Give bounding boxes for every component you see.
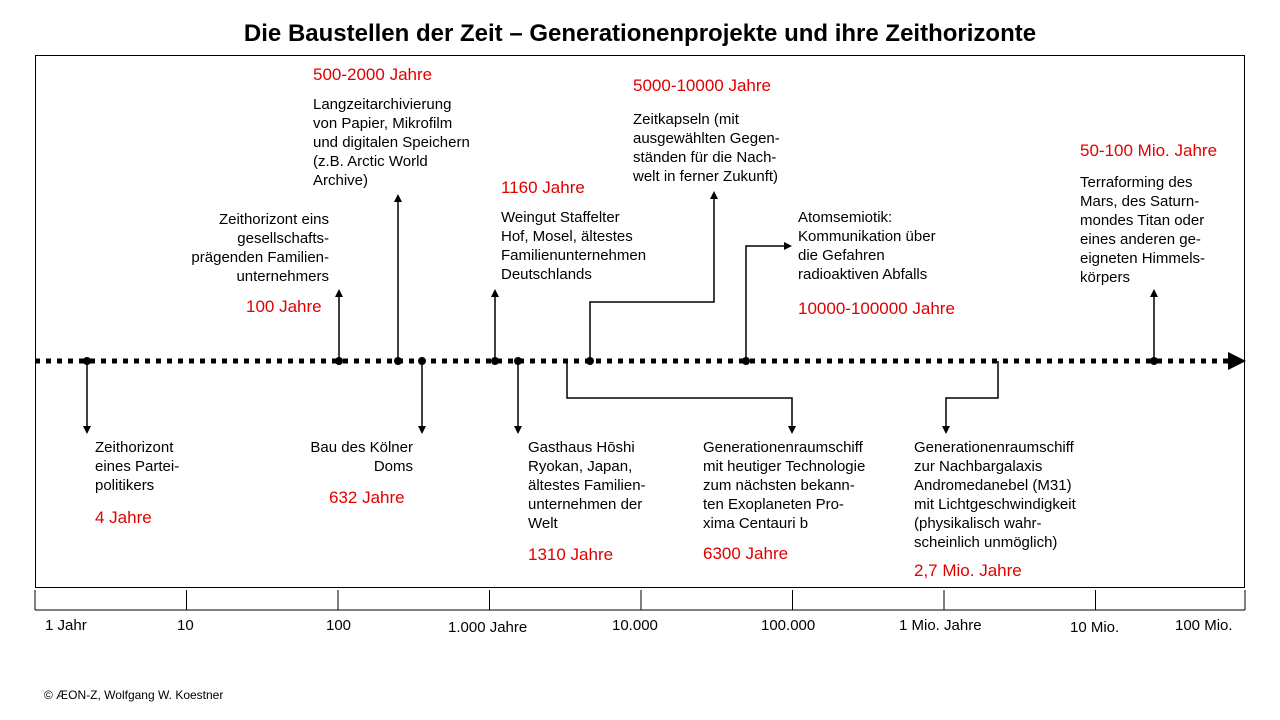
event-dot-4-jahre <box>83 357 91 365</box>
project-text-100-jahre <box>191 210 329 286</box>
project-text-1160-jahre <box>501 208 646 284</box>
event-dot-1310-jahre <box>514 357 522 365</box>
scale-label-1-jahr: 1 Jahr <box>45 617 87 634</box>
text-line: eines Partei- <box>95 458 180 475</box>
text-line: körpers <box>1080 269 1131 286</box>
text-line: Gasthaus Hōshi <box>528 439 635 456</box>
text-line: Archive) <box>313 172 369 189</box>
connector-2-7-mio-jahre <box>946 361 998 430</box>
project-years-4-jahre: 4 Jahre <box>95 508 152 527</box>
diagram-title: Die Baustellen der Zeit – Generationenprojekte und ihre Zeithorizonte <box>243 20 1037 47</box>
text-line: Generationenraumschiff <box>914 439 1074 456</box>
text-line: ausgewählten Gegen- <box>633 130 780 147</box>
project-years-5000-10000-jahre: 5000-10000 Jahre <box>633 76 772 95</box>
scale-label-100-mio: 100 Mio. <box>1175 617 1233 634</box>
text-line: die Gefahren <box>798 247 885 264</box>
project-text-500-2000-jahre <box>313 95 470 190</box>
project-years-500-2000-jahre: 500-2000 Jahre <box>313 65 433 84</box>
text-line: Welt <box>528 515 558 532</box>
time-axis-arrowhead <box>1228 352 1246 370</box>
text-line: Atomsemiotik: <box>798 209 893 226</box>
scale-label-100000: 100.000 <box>761 617 816 634</box>
connector-10000-100000-jahre <box>746 246 788 361</box>
text-line: von Papier, Mikrofilm <box>313 115 453 132</box>
event-dot-10000-100000-jahre <box>742 357 750 365</box>
text-line: Ryokan, Japan, <box>528 458 633 475</box>
project-years-10000-100000-jahre: 10000-100000 Jahre <box>798 299 955 318</box>
text-line: (physikalisch wahr- <box>914 515 1042 532</box>
text-line: ten Exoplaneten Pro- <box>703 496 844 513</box>
text-line: mit heutiger Technologie <box>703 458 866 475</box>
text-line: Bau des Kölner <box>310 439 413 456</box>
scale-label-1-mio-jahre: 1 Mio. Jahre <box>899 617 982 634</box>
text-line: Zeithorizont eins <box>218 211 329 228</box>
project-years-100-jahre: 100 Jahre <box>246 297 322 316</box>
text-line: prägenden Familien- <box>191 249 329 266</box>
event-dot-100-jahre <box>335 357 343 365</box>
text-line: Deutschlands <box>501 266 592 283</box>
project-years-50-100-mio-jahre: 50-100 Mio. Jahre <box>1080 141 1218 160</box>
project-text-5000-10000-jahre <box>633 110 780 186</box>
text-line: ältestes Familien- <box>528 477 646 494</box>
text-line: eines anderen ge- <box>1080 231 1201 248</box>
project-text-2-7-mio-jahre <box>914 438 1076 552</box>
text-line: Langzeitarchivierung <box>313 96 452 113</box>
text-line: Generationenraumschiff <box>703 439 863 456</box>
scale-label-10-mio: 10 Mio. <box>1070 619 1120 636</box>
event-dot-1160-jahre <box>491 357 499 365</box>
project-years-6300-jahre: 6300 Jahre <box>703 544 789 563</box>
project-text-4-jahre <box>95 438 179 495</box>
text-line: xima Centauri b <box>703 515 809 532</box>
scale-label-10000: 10.000 <box>612 617 658 634</box>
text-line: ständen für die Nach- <box>633 149 777 166</box>
text-line: welt in ferner Zukunft) <box>633 168 779 185</box>
text-line: unternehmers <box>236 268 329 285</box>
text-line: scheinlich unmöglich) <box>914 534 1058 551</box>
copyright-note: © ÆON-Z, Wolfgang W. Koestner <box>44 688 224 702</box>
project-text-50-100-mio-jahre <box>1080 173 1205 287</box>
event-dot-500-2000-jahre <box>394 357 402 365</box>
text-line: Zeithorizont <box>95 439 174 456</box>
text-line: Kommunikation über <box>798 228 936 245</box>
text-line: mit Lichtgeschwindigkeit <box>914 496 1076 513</box>
text-line: Doms <box>373 458 413 475</box>
text-line: und digitalen Speichern <box>313 134 470 151</box>
text-line: radioaktiven Abfalls <box>798 266 928 283</box>
project-years-2-7-mio-jahre: 2,7 Mio. Jahre <box>914 561 1022 580</box>
text-line: politikers <box>95 477 155 494</box>
scale-label-100: 100 <box>326 617 352 634</box>
project-years-1310-jahre: 1310 Jahre <box>528 545 614 564</box>
text-line: gesellschafts- <box>237 230 329 247</box>
connector-6300-jahre <box>567 361 792 430</box>
text-line: zum nächsten bekann- <box>703 477 855 494</box>
project-text-6300-jahre <box>703 438 865 533</box>
project-years-632-jahre: 632 Jahre <box>329 488 405 507</box>
text-line: Familienunternehmen <box>501 247 647 264</box>
project-years-1160-jahre: 1160 Jahre <box>501 178 585 197</box>
text-line: (z.B. Arctic World <box>313 153 428 170</box>
event-dot-5000-10000-jahre <box>586 357 594 365</box>
text-line: Hof, Mosel, ältestes <box>501 228 633 245</box>
text-line: Andromedanebel (M31) <box>914 477 1072 494</box>
event-dot-50-100-mio-jahre <box>1150 357 1158 365</box>
text-line: mondes Titan oder <box>1080 212 1205 229</box>
scale-ticks <box>35 590 1245 610</box>
scale-label-10: 10 <box>177 617 194 634</box>
project-text-10000-100000-jahre <box>798 208 936 284</box>
project-text-632-jahre <box>310 438 413 476</box>
project-text-1310-jahre <box>528 438 646 533</box>
text-line: Weingut Staffelter <box>501 209 620 226</box>
text-line: Terraforming des <box>1080 174 1193 191</box>
text-line: zur Nachbargalaxis <box>914 458 1043 475</box>
text-line: unternehmen der <box>528 496 643 513</box>
text-line: Zeitkapseln (mit <box>633 111 739 128</box>
text-line: Mars, des Saturn- <box>1080 193 1200 210</box>
event-dot-632-jahre <box>418 357 426 365</box>
scale-label-1000-jahre: 1.000 Jahre <box>448 619 528 636</box>
text-line: eigneten Himmels- <box>1080 250 1206 267</box>
